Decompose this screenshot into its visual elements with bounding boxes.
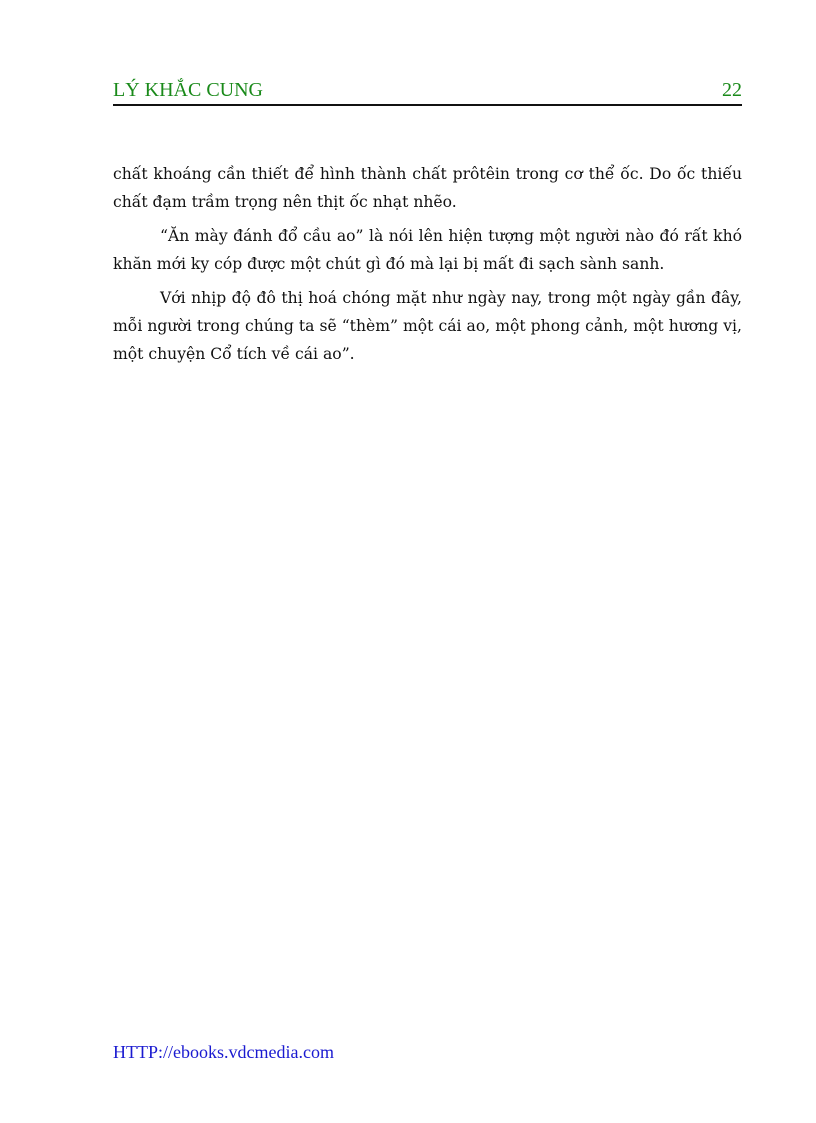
body-paragraph: Với nhịp độ đô thị hoá chóng mặt như ngày nay, trong một ngày gần đây, mỗi người trong chúng ta sẽ “thèm” một cái ao, một phong cảnh, một hương vị, một chuyện Cổ tích về cái ao”. bbox=[113, 289, 742, 363]
body-paragraph: chất khoáng cần thiết để hình thành chất prôtêin trong cơ thể ốc. Do ốc thiếu chất đạm trầm trọng nên thịt ốc nhạt nhẽo. bbox=[113, 165, 742, 211]
page-header bbox=[113, 78, 742, 106]
page-body bbox=[113, 160, 742, 374]
book-author: LÝ KHẮC CUNG bbox=[113, 79, 263, 101]
body-paragraph: “Ăn mày đánh đổ cầu ao” là nói lên hiện tượng một người nào đó rất khó khăn mới ky cóp được một chút gì đó mà lại bị mất đi sạch sành sanh. bbox=[113, 227, 742, 273]
page-number: 22 bbox=[722, 79, 742, 101]
footer-ebook-link[interactable]: HTTP://ebooks.vdcmedia.com bbox=[113, 1042, 334, 1062]
